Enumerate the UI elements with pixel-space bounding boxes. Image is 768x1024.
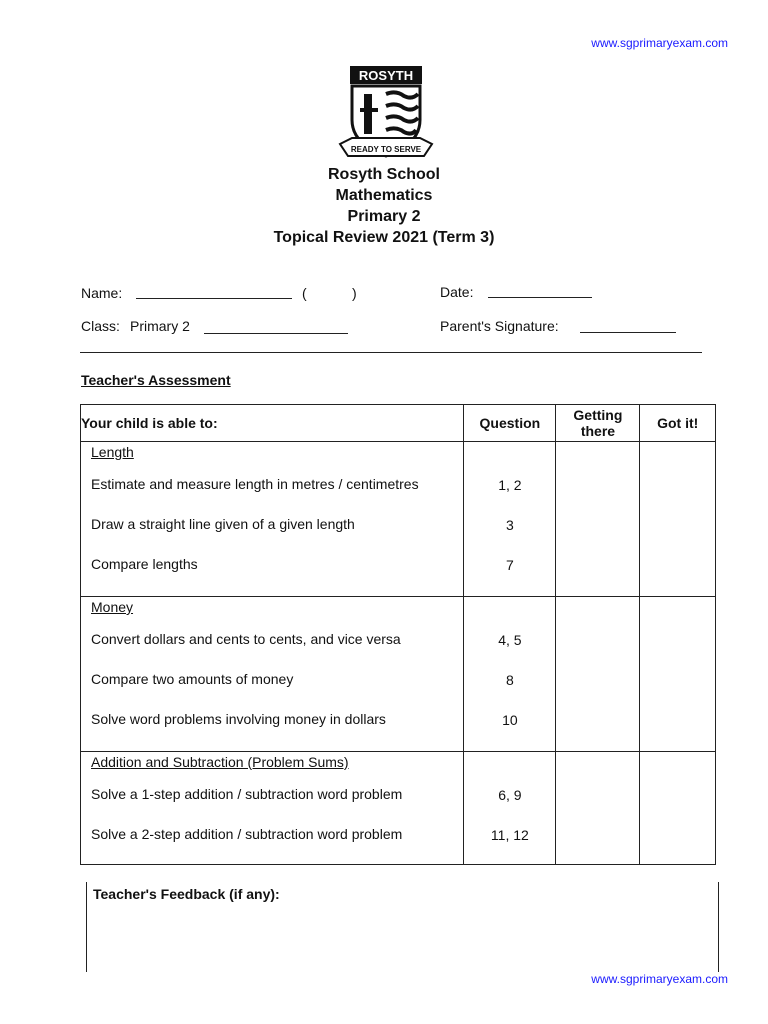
- question-number: 10: [502, 712, 518, 728]
- svg-text:READY TO SERVE: READY TO SERVE: [350, 145, 422, 154]
- question-number: 3: [505, 517, 514, 533]
- website-link-top[interactable]: www.sgprimaryexam.com: [591, 36, 728, 50]
- date-field[interactable]: [488, 297, 592, 298]
- class-field[interactable]: [204, 333, 348, 334]
- subject-title: Mathematics: [335, 187, 433, 204]
- section-addition-subtraction: [81, 752, 716, 865]
- header-divider: [80, 352, 702, 353]
- date-label: Date:: [440, 284, 474, 300]
- name-label: Name:: [81, 285, 123, 301]
- section-title-addition-subtraction: Addition and Subtraction (Problem Sums): [91, 754, 349, 770]
- name-field[interactable]: [136, 298, 292, 299]
- question-number: 6, 9: [498, 787, 522, 803]
- question-number: 11, 12: [490, 827, 529, 843]
- skill-item: Solve a 2-step addition / subtraction word problem: [91, 826, 403, 842]
- question-number: 8: [505, 672, 514, 688]
- skill-item: Convert dollars and cents to cents, and vice versa: [91, 631, 401, 647]
- getting-there-cell[interactable]: [556, 597, 640, 752]
- teacher-feedback-label: Teacher's Feedback (if any):: [93, 886, 280, 902]
- table-header-row: [81, 405, 716, 442]
- getting-there-cell[interactable]: [556, 442, 640, 597]
- column-header-skill: Your child is able to:: [81, 405, 464, 442]
- section-title-money: Money: [91, 599, 134, 615]
- assessment-heading: Teacher's Assessment: [81, 372, 231, 388]
- level-title: Primary 2: [347, 208, 421, 225]
- assessment-table: [80, 404, 716, 865]
- got-it-cell[interactable]: [640, 442, 716, 597]
- register-number-close: ): [352, 285, 357, 301]
- paper-title: Topical Review 2021 (Term 3): [273, 229, 495, 246]
- question-number: 1, 2: [498, 477, 522, 493]
- svg-text:ROSYTH: ROSYTH: [358, 68, 414, 83]
- skill-item: Estimate and measure length in metres / centimetres: [91, 476, 419, 492]
- class-label: Class:: [81, 318, 120, 334]
- section-title-length: Length: [91, 444, 134, 460]
- column-header-getting-there: Getting there: [556, 405, 640, 442]
- school-crest-logo: [338, 64, 434, 164]
- column-header-got-it: Got it!: [640, 405, 716, 442]
- class-value: Primary 2: [130, 318, 190, 334]
- register-number-open: (: [302, 285, 307, 301]
- got-it-cell[interactable]: [640, 597, 716, 752]
- section-money: [81, 597, 716, 752]
- question-number: 7: [505, 557, 514, 573]
- column-header-question: Question: [464, 405, 556, 442]
- section-length: [81, 442, 716, 597]
- getting-there-cell[interactable]: [556, 752, 640, 865]
- skill-item: Solve a 1-step addition / subtraction word problem: [91, 786, 403, 802]
- skill-item: Draw a straight line given of a given length: [91, 516, 355, 532]
- website-link-bottom[interactable]: www.sgprimaryexam.com: [591, 972, 728, 986]
- school-name: Rosyth School: [327, 166, 440, 183]
- skill-item: Compare lengths: [91, 556, 198, 572]
- signature-field[interactable]: [580, 332, 676, 333]
- got-it-cell[interactable]: [640, 752, 716, 865]
- signature-label: Parent's Signature:: [440, 318, 559, 334]
- skill-item: Compare two amounts of money: [91, 671, 294, 687]
- skill-item: Solve word problems involving money in dollars: [91, 711, 386, 727]
- question-number: 4, 5: [498, 632, 522, 648]
- teacher-feedback-box[interactable]: [86, 882, 719, 972]
